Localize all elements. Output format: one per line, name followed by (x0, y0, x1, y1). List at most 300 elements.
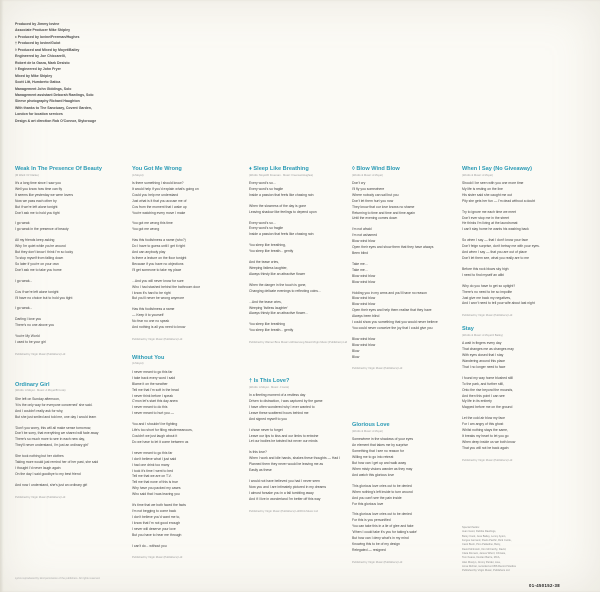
special-thanks-line: Tom Keane, Declan Barrie, MCA, (462, 556, 501, 560)
lyric-line: Every word's so... (249, 220, 276, 225)
lyric-line: Weeping 'listless laughter' (249, 305, 288, 310)
lyric-line: This glorious love cries out to be denied (352, 512, 412, 517)
lyric-line: That changes me as changes may (462, 347, 514, 352)
lyric-line: You sleep like breathing, (249, 243, 286, 248)
song-title: When I Say (No Giveaway) (462, 166, 532, 172)
stanza (15, 426, 121, 450)
lyric-line: ...And you will never know for sure (132, 278, 184, 283)
lyric-line: It's a long time since I saw you (15, 181, 61, 185)
stanza (352, 227, 458, 257)
special-thanks-line: Jean Guiot, Debbie Rawlings, (462, 530, 497, 534)
lyric-line: But how can I get up and walk away (352, 461, 407, 466)
lyric-line: When misty visions wander as they may (352, 467, 413, 471)
lyric-line: Onto the rise beyond the mounds, (462, 387, 514, 392)
lyric-line: Who I had stashed behind the bathroom door (132, 284, 201, 289)
lyric-line: For I am angry of this ghost (462, 422, 504, 427)
publisher-credit: Published by Virgin Music (Publishers) Ltd (352, 367, 403, 371)
lyric-line: And then this point I can see (462, 393, 505, 398)
lyric-line: Blow wind blow (352, 336, 376, 341)
credit-line: Management assistant Deborah Rawlings, Solo (15, 92, 94, 97)
lyric-line: ...And the tease cries, (249, 299, 282, 304)
lyric-line: When nothing's left inside to turn around (352, 489, 413, 494)
stanza (15, 306, 121, 312)
lyric-line: Could you help me understand (132, 192, 179, 197)
credit-line: Associate Producer Mike Shipley (15, 28, 71, 33)
lyric-line: Cos if we're left alone tonight (15, 289, 59, 294)
stanza (462, 181, 576, 205)
lyric-line: I would not have believed you had I never seen (249, 479, 320, 483)
stanza (15, 238, 121, 273)
song-section (15, 382, 121, 499)
lyric-line: His sister said she caught me out (462, 192, 512, 197)
lyric-line: Don't ask me to take you home (15, 267, 62, 272)
lyric-line: C'mon let's start this day anew (132, 399, 178, 404)
lyric-line: All my friends keep asking (15, 238, 55, 243)
publisher-credit: Published by Virgin Music (Publishers) Ltd (15, 495, 66, 499)
lyric-line: Who said that I was leaving you (132, 492, 180, 497)
lyric-line: On the day I said goodbye to my best friend (15, 471, 81, 476)
credit-line: Sleeve photography Richard Haughton (15, 99, 80, 104)
lyric-line: Now we pass each other by (15, 198, 57, 203)
lyric-line: And when I say — that you are out of place (462, 250, 527, 255)
lyric-line: But you have to hear me through (132, 532, 182, 537)
lyric-line: Blow wind blow (352, 296, 376, 301)
lyric-line: Don't be sorry, that everything we shared will fade away (15, 431, 99, 436)
credit-line: Produced by Jimmy Iovine (15, 22, 60, 26)
lyric-line: I had one drink too many (132, 462, 170, 467)
lyrics-column-3 (249, 166, 355, 513)
lyric-line: When the danger in the touch is gone, (249, 282, 307, 287)
credit-line: † Produced by Iovine/Guiot (15, 41, 61, 46)
lyric-line: I know it's hard to be right (132, 290, 171, 295)
lyric-line: You sleep like breath... gently (249, 328, 294, 333)
lyric-line: This glorious love cries out to be denied (352, 483, 412, 488)
lyric-line: And I couldn't really ask for why, (15, 408, 64, 413)
lyric-line: Darling I love you (15, 317, 42, 322)
lyric-line: Weeping listless laughter, (249, 265, 288, 270)
lyric-line: I'm not begging to come back (132, 508, 177, 513)
lyric-line: Been blind (352, 250, 369, 255)
lyric-line: Is this love? (249, 450, 267, 455)
song-writer-credit: (A Moyet) (132, 362, 144, 366)
song-writer-credit: (Words: A Moyet · Music: A Moyet/B Cook) (15, 389, 66, 393)
lyric-line: Knowing this to be of my design (352, 541, 400, 546)
lyric-line: Blame it on the weather (132, 381, 168, 386)
stanza (352, 337, 458, 361)
credit-line: With thanks to The Sanctuary, Covent Garden, (15, 105, 92, 110)
lyric-line: I take back every word I said (132, 375, 175, 380)
lyric-line: You got me wrong this time (132, 221, 173, 226)
lyric-line: That I no longer need to face (462, 364, 506, 369)
credit-line: ♦ Produced by Iovine/Freeman/Hughes (15, 34, 80, 39)
lyric-line: You got me wrong (132, 227, 160, 232)
lyric-line: Every word's so... (249, 181, 276, 185)
stanza (352, 512, 458, 553)
lyric-line: I'll fly you somewhere (352, 186, 385, 191)
song-writer-credit: (Words & Music: A Moyet) (462, 173, 493, 177)
song-section (132, 166, 238, 341)
lyric-line: Easily as these (249, 468, 272, 473)
lyric-line: I never meant to go this far (132, 369, 173, 374)
lyric-line: Don't ever stop me in the street (462, 215, 510, 220)
lyric-line: Every word's so fragile (249, 186, 284, 191)
lyric-line: Just give me back my negatives, (462, 295, 511, 300)
stanza (249, 260, 355, 278)
lyric-line: There's no one above you (15, 323, 55, 328)
lyric-line: But if we're left alone tonight (15, 204, 58, 209)
song-writer-credit: (Words: A Moyet · Music: J Guiot) (249, 385, 289, 389)
lyric-line: I go weak... (15, 278, 33, 283)
lyric-line: It seems like yesterday we were lovers (15, 192, 74, 197)
lyric-line: No fear no one no speak (132, 319, 170, 324)
stanza (132, 238, 238, 273)
lyric-line: It would help if you'd explain what's going on (132, 186, 199, 191)
lyric-line: I chose never to forget (249, 427, 283, 432)
lyric-line: Until the evening comes down (352, 216, 398, 221)
lyric-line: You and I shouldn't be fighting (132, 422, 178, 427)
publisher-credit: Published by Virgin Music (Publishers) Ltd/RCA Music Ltd (249, 509, 318, 513)
lyric-line: Blow wind blow (352, 273, 376, 278)
credit-line: ◊ Engineered by John Fryer (15, 67, 61, 72)
special-thanks-line: Fergus Gerrand, Paulo Pacific, Rick Curtis, (462, 539, 512, 543)
lyric-line: He thinks I'm living at the laundromat (462, 221, 518, 226)
lyric-line: Every word's so fragile (249, 226, 284, 231)
lyric-line: Tell me that none of this is true (132, 480, 178, 485)
credit-line: Engineered by Joe Chiccarelli, (15, 54, 66, 59)
lyric-line: And you can't see the pain inside (352, 495, 402, 500)
stanza (15, 397, 121, 421)
lyric-line: Returning to time and time and time again (352, 210, 415, 215)
song-title: Weak In The Presence Of Beauty (15, 166, 102, 172)
song-title: Without You (132, 354, 165, 361)
lyrics-column-1 (15, 166, 121, 499)
lyric-line: 'It is the only way for everyone concerned' she said. (15, 402, 93, 407)
song-title: Stay (462, 326, 474, 333)
stanza (249, 283, 355, 295)
lyric-line: Has this foolishness a name (132, 307, 175, 312)
lyric-line: Blow (352, 348, 360, 353)
lyric-line: Do I have to guess until I get it right (132, 244, 186, 249)
stanza (132, 544, 238, 550)
credit-line: ◊ Produced and Mixed by Moyet/Bailey (15, 47, 80, 52)
lyric-line: I don't believe what I just said (132, 456, 177, 461)
lyric-line: Take me... (352, 267, 368, 272)
lyric-line: Don't let them see, what you really are to me (462, 255, 529, 260)
lyric-line: Holding you in my arms and you'll have no reason (352, 290, 427, 295)
lyric-line: Blow wind blow (352, 342, 376, 347)
special-thanks-line: David McIntosh, Kim McCarthy, David, (462, 547, 507, 551)
lyric-line: You could never conceive the joy that I could give you (352, 325, 433, 330)
lyric-line: Why I'm quiet while you're around (15, 244, 66, 249)
lyric-line: Planned them they never would be leaving me as (249, 462, 324, 467)
lyric-line: There's no need to be so impolite (462, 289, 513, 294)
lyric-line: I never meant to hurt you — (132, 411, 175, 416)
stanza (15, 483, 121, 489)
stanza (15, 317, 121, 329)
lyric-line: You can take this in a lie of glee and fake (352, 524, 414, 529)
lyric-line: Inside a passion that feels like chasing rain (249, 192, 314, 197)
credit-line: London for location services (15, 112, 63, 117)
lyric-line: And nothing is all you need to know (132, 325, 186, 330)
stanza (352, 291, 458, 332)
stanza (132, 370, 238, 417)
stanza (352, 262, 458, 286)
stanza (249, 479, 355, 503)
special-thanks-line: Betsy Cook, Jess Bailey, Lenny Ayton, (462, 534, 507, 538)
lyric-line: But how can I deny what's in my mind (352, 536, 409, 541)
lyric-line: I go weak (15, 221, 30, 226)
lyric-line: There's so much more to see in each new day, (15, 437, 85, 442)
lyric-line: To stop myself from falling down (15, 255, 64, 260)
song-title: Glorious Love (352, 422, 390, 429)
stanza (462, 210, 576, 234)
lyric-line: Leave our lips to kiss and our limbs to entwine (249, 433, 319, 438)
lyric-line: Leaving shadow like feelings to depend upon (249, 209, 317, 214)
lyric-line: Try to ignore me each time we meet (462, 209, 516, 214)
lyric-line: She left on Sunday afternoon, (15, 396, 60, 401)
lyric-line: I go weak... (15, 306, 33, 311)
stanza (249, 428, 355, 446)
lyric-line: Just what is it that you accuse me of (132, 198, 187, 203)
lyric-line: So when I say — that I don't know your face (462, 238, 529, 243)
lyric-line: You sleep like breathing (249, 322, 285, 327)
stanza (132, 503, 238, 538)
lyric-line: I could show you something that you would never believe (352, 320, 438, 325)
lyric-line: Blow (352, 354, 360, 359)
lyric-line: Where nobody can sail but you (352, 192, 399, 197)
lyric-line: Well you know how time can fly (15, 186, 63, 191)
credit-line: Mixed by Mike Shipley (15, 73, 53, 78)
lyric-line: I used to be your girl (15, 340, 46, 345)
song-writer-credit: (A Moyet) (132, 173, 144, 177)
stanza (15, 454, 121, 478)
lyric-line: Now you and I are intimately pictured in my dreams (249, 484, 327, 489)
lyric-line: Don't ask me to hold you tight (15, 210, 60, 215)
publisher-credit: Published by Virgin Music (Publishers) Ltd (15, 352, 66, 356)
stanza (15, 334, 121, 346)
lyric-line: Blow wind blow (352, 239, 376, 244)
lyric-line: Should I be seen with you one more time (462, 181, 524, 185)
stanza (352, 484, 458, 508)
lyric-line: I'm not afraid (352, 227, 372, 232)
stanza (462, 376, 576, 411)
lyric-line: I go weak in the presence of beauty (15, 227, 69, 232)
stanza (462, 267, 576, 279)
lyric-line: And can anybody play (132, 250, 166, 255)
lyric-line: It's time that we both faced the facts (132, 503, 186, 508)
lyric-line: When the slowness of the day is gone (249, 203, 307, 208)
stanza (352, 181, 458, 222)
lyric-line: And the tease cries, (249, 260, 279, 265)
lyric-line: They know that our love knows no shame (352, 204, 415, 209)
lyric-line: My life is resting on the line (462, 186, 503, 191)
stanza (462, 416, 576, 451)
lyric-line: But she just smiled and told me, one day I would learn (15, 414, 97, 419)
song-section (462, 166, 576, 317)
lyric-line: I can't do... without you (132, 543, 167, 548)
publisher-credit: Published by Virgin Music (Publishers) Ltd (462, 314, 513, 318)
lyric-line: You're My World (15, 334, 40, 339)
song-section (15, 166, 121, 356)
lyric-line: Why do you have to get so uptight? (462, 283, 516, 288)
lyrics-column-5 (462, 166, 576, 462)
lyric-line: I'll have no choice but to hold you tight (15, 295, 73, 300)
stanza (352, 437, 458, 478)
song-section (249, 166, 355, 344)
lyric-line: Couldn't we just laugh about it (132, 434, 178, 438)
lyric-line: A wait in fingers every day (462, 341, 502, 346)
lyric-line: Don't let them hurt you now (352, 198, 394, 203)
song-writer-credit: (Words & Music: A Moyet) (352, 173, 383, 177)
lyric-line: Something that I see no reason for (352, 449, 405, 454)
lyric-line: Inside a passion that feels like chasing rain (249, 232, 314, 237)
publisher-credit: Published by Virgin Music (Publishers) Ltd (132, 337, 183, 341)
lyric-line: She took nothing but her clothes (15, 454, 64, 459)
song-title: ♦ Sleep Like Breathing (249, 166, 309, 172)
lyric-line: Changing delicate evenings to reflecting coins... (249, 288, 321, 293)
lyric-line: Mapped before me on the ground (462, 405, 513, 410)
lyric-line: Cos from the moment that I wake up (132, 204, 187, 209)
stanza (132, 451, 238, 498)
song-title: † Is This Love? (249, 378, 290, 385)
lyric-line: Don't feign surprise, don't betray me with your eyes. (462, 244, 540, 249)
stanza (249, 450, 355, 474)
song-title: ◊ Blow Wind Blow (352, 166, 400, 172)
lyric-line: They'll never understand, I'm just an ordinary girl' (15, 443, 89, 448)
song-title: Ordinary Girl (15, 381, 50, 388)
lyric-line: Is there something I should know? (132, 181, 184, 185)
stanza (249, 204, 355, 216)
lyric-line: I'm not ashamed (352, 233, 377, 238)
lyric-line: For this is you personified (352, 518, 391, 523)
lyric-line: Always been blind (352, 314, 380, 319)
stanza (462, 284, 576, 308)
lyric-line: I never meant to go this far (132, 450, 173, 455)
lyric-line: When I work and idle hands, shakes these thoughts — Had I (249, 456, 341, 461)
special-thanks-line: Anna Dichter, recorded at CBS Record Studios (462, 565, 516, 569)
lyric-line: When deep inside us we both know (462, 439, 516, 444)
stanza (249, 393, 355, 423)
lyric-line: Open their eyes and help them realise that they have (352, 308, 432, 313)
lyrics-column-2 (132, 166, 238, 559)
lyric-line: Take me... (352, 261, 368, 266)
lyric-line: And if I live in wonderland I'm better off this way (249, 496, 321, 501)
special-thanks-line: Carol Bush, Pino Palladino, Betty, (462, 543, 501, 547)
lyric-line: I thought I'd never laugh again (15, 466, 61, 470)
lyric-line: 'Don't you worry, this will all make sense tomorrow, (15, 425, 92, 430)
lyric-line: For this glorious love (352, 501, 384, 506)
publisher-credit: Published by Virgin Music (Publishers) Ltd (352, 560, 403, 564)
stanza (15, 221, 121, 233)
publisher-credit: Published by Virgin Music (Publishers) Ltd (132, 556, 183, 560)
lyric-line: Tell me that we are on T.V. (132, 474, 172, 479)
stanza (462, 341, 576, 371)
lyric-line: So later if you're on your own (15, 261, 59, 266)
song-section (352, 166, 458, 370)
lyric-line: Before this rock blows sky high (462, 266, 509, 271)
lyric-line: Because if you have no objections (132, 261, 184, 266)
lyric-line: Wandering around this place (462, 359, 506, 364)
lyric-line: And watch this glorious love (352, 472, 395, 477)
special-thanks-line: Alan Mostyn, Jimmy Parder, Lisa, (462, 560, 501, 564)
lyric-line: I need to find myself an alibi (462, 272, 505, 277)
publisher-credit: Published by Virgin Music (Publishers) Ltd (462, 458, 513, 462)
lyric-line: I can't stay home he wants his washing back (462, 227, 529, 232)
lyric-line: To the park, and further still, (462, 381, 504, 386)
lyric-line: And signed myself to you (249, 416, 287, 421)
lyric-line: I took it's time I went to bed (132, 468, 173, 473)
lyric-line: It breaks my heart to let you go (462, 434, 509, 438)
special-thanks-line: Published by Virgin Music, Publishers Ltd (462, 569, 510, 573)
lyric-line: And now I understand, she's just an ordinary girl (15, 482, 88, 487)
lyric-line: Leave these scattered hours behind me (249, 410, 309, 415)
publisher-credit: Published by Warner Bros Music Ltd/Intersong Music/Virgin Music (Publishers) Ltd (249, 341, 347, 345)
lyric-line: Taking more would just remind her of her past, she said (15, 460, 99, 465)
lyric-line: 'When I could take it's you for taking's sake' (352, 530, 418, 535)
lyric-line: I never meant to do this (132, 405, 168, 410)
credit-line: Management John Giddings, Solo (15, 86, 72, 91)
lyric-line: Has this foolishness a name (who?) (132, 238, 186, 243)
lyric-line: And I won't need to tell your wife about last night (462, 301, 535, 306)
production-credits (15, 21, 155, 124)
lyric-line: Is there a lecture on the floor tonight (132, 255, 187, 260)
stanza (249, 243, 355, 255)
lyric-line: You sleep like breath... gently (249, 249, 294, 254)
song-section (132, 355, 238, 559)
stanza (132, 279, 238, 303)
lyric-line: But you'll never be wrong anymore (132, 296, 185, 301)
stanza (462, 238, 576, 262)
lyric-line: I don't believe you'd want me to, (132, 514, 181, 519)
stanza (15, 290, 121, 302)
lyric-line: Don't cry (352, 181, 366, 185)
lyric-line: I almost forsake you in a fall tumbling away (249, 490, 314, 495)
special-thanks-line: Clara Romani, James Whorl, Chrissie, (462, 552, 506, 556)
special-thanks-block (462, 526, 578, 574)
lyric-line: Somewhere in the shadows of your eyes (352, 437, 414, 442)
lyric-line: Do we have to let it come between us (132, 439, 189, 444)
lyric-line: Always thirsty like an attractive flower (249, 271, 306, 276)
stanza (132, 422, 238, 446)
lyric-line: In a fleeting moment of a restless day (249, 393, 306, 398)
credit-line: Design & art direction Rob O'Connor, Stylorouge (15, 118, 97, 123)
lyric-line: — Keep it to yourself (132, 313, 164, 318)
stanza (132, 221, 238, 233)
lyric-line: Life's too short for filing misdemeanours, (132, 428, 193, 433)
stanza (132, 307, 238, 331)
lyric-line: With eyes closed that I stay (462, 353, 504, 358)
lyric-line: Driven to distraction, I was captured by the game (249, 399, 323, 404)
lyric-line: You're watching every move I make (132, 210, 186, 215)
credit-line: Scott Litt, Humberto Gatica (15, 80, 61, 85)
lyric-line: I know that I'm not good enough (132, 520, 181, 525)
lyric-line: Relegated — resigned (352, 547, 386, 552)
stanza (15, 279, 121, 285)
lyric-line: Let the cold air blow my face (462, 416, 505, 421)
stanza (249, 221, 355, 239)
stanza (249, 322, 355, 334)
stanza (249, 181, 355, 199)
song-section (352, 422, 458, 563)
song-title: You Got Me Wrong (132, 166, 182, 172)
lyric-line: I have often wondered why I ever wanted to (249, 404, 315, 409)
lyric-line: Open their eyes and show them that they have always (352, 245, 434, 250)
song-writer-credit: (Words & Music: A Moyet/J Bailey) (462, 333, 504, 337)
song-writer-credit: (Words & Music: A Moyet) (352, 429, 383, 433)
lyric-line: Blow wind blow (352, 279, 376, 284)
song-writer-credit: (Words: Moyet/D Freeman · Music: Freeman/Hughes) (249, 173, 314, 177)
rights-note: Lyrics reproduced by kind permission of the publishers. All rights reserved. (15, 577, 101, 580)
